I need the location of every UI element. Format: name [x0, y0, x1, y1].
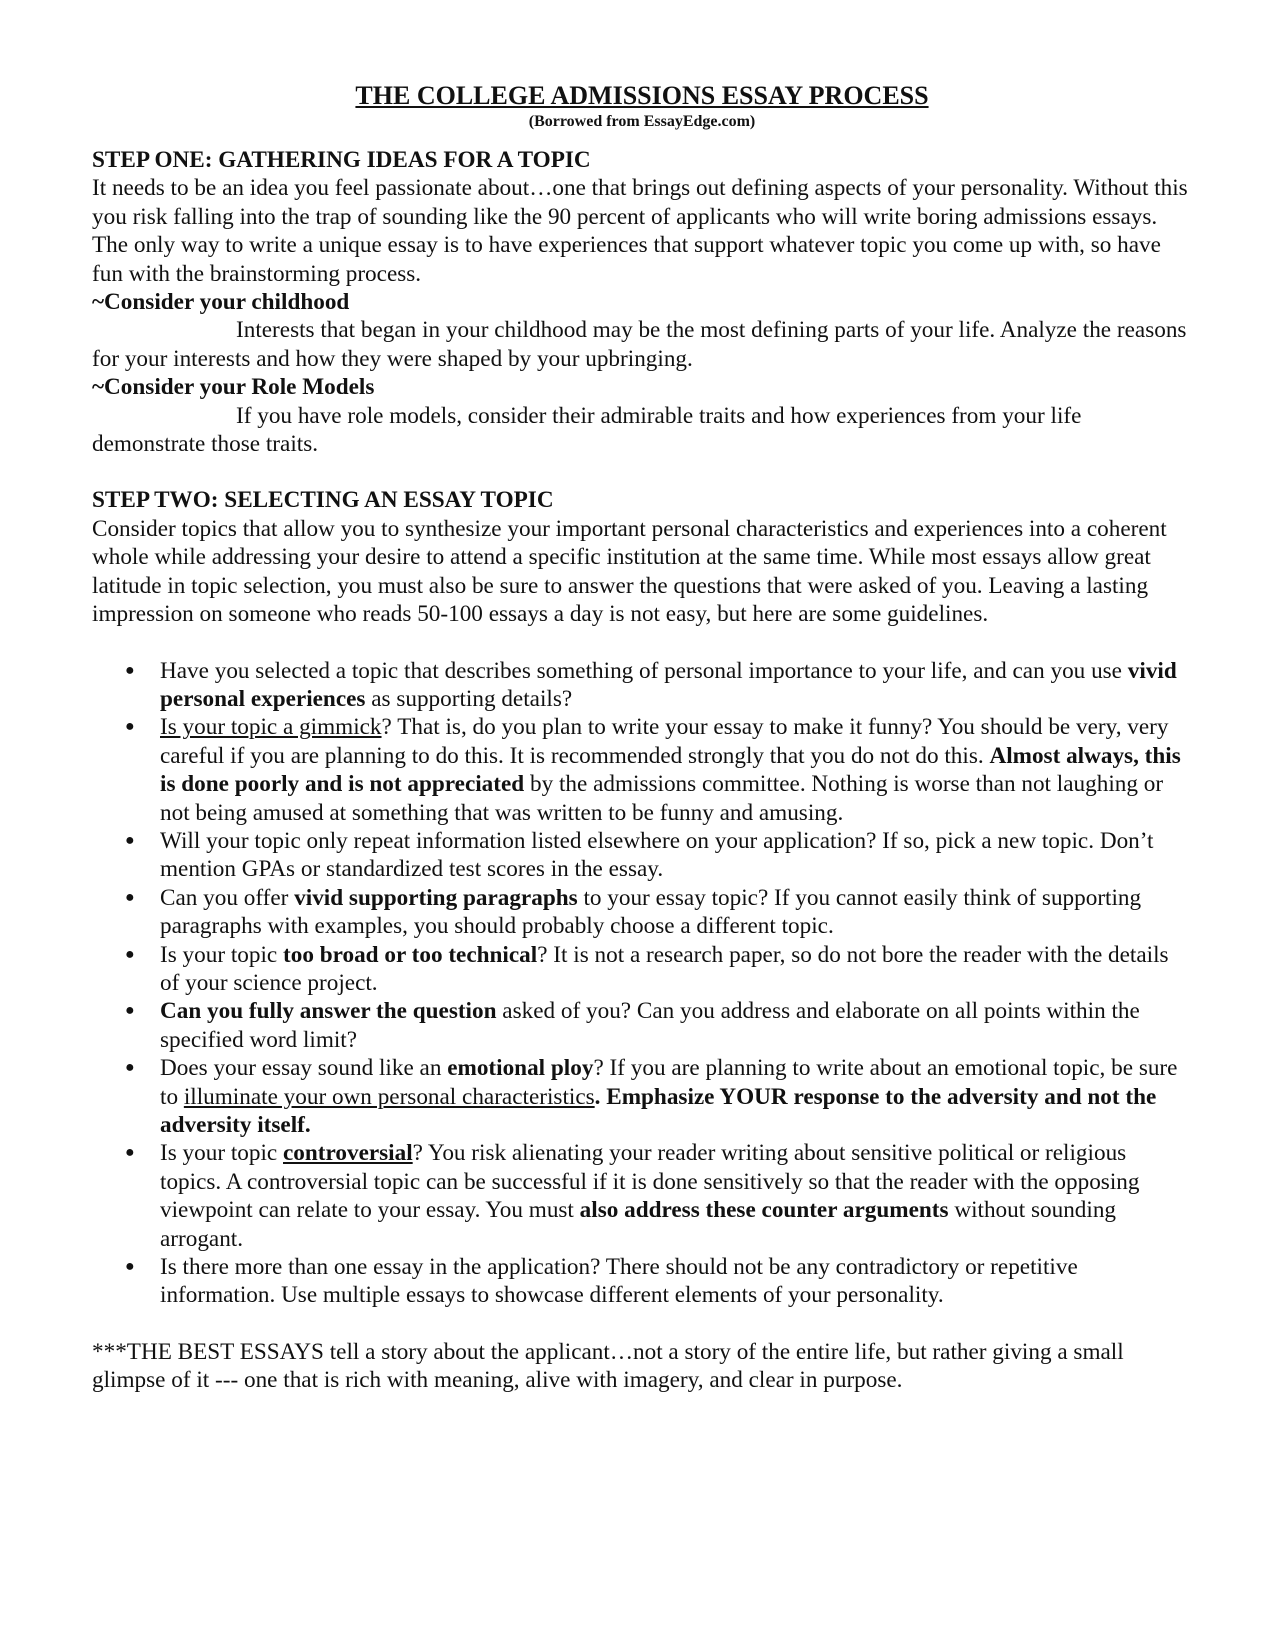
- bullet-icon: ●: [125, 1258, 135, 1276]
- guideline-text: Does your essay sound like an: [160, 1055, 448, 1082]
- guideline-text: Is there more than one essay in the application? There should not be any contradictory or repetitive information. Use multiple essays to showcase different elements of your personality.: [160, 1254, 1078, 1309]
- guideline-underline: illuminate your own personal characteristics: [183, 1083, 595, 1110]
- list-item: [92, 941, 1192, 998]
- guideline-text: ? That is, do you plan to write your essay to make it funny? You should be very, very careful if you are planning to do this. It is recommended strongly that you do not do this.: [160, 714, 1169, 769]
- section-spacer: [92, 629, 1192, 657]
- section-spacer: [92, 458, 1192, 486]
- bullet-icon: ●: [125, 1059, 135, 1077]
- closing-paragraph: ***THE BEST ESSAYS tell a story about the applicant…not a story of the entire life, but rather giving a small glimpse of it --- one that is rich with meaning, alive with imagery, and clear in purpose.: [92, 1338, 1124, 1394]
- role-models-text: If you have role models, consider their admirable traits and how experiences from your life demonstrate those traits.: [92, 402, 1082, 458]
- guidelines-list: [92, 657, 1192, 1310]
- document-page: [92, 80, 1192, 1395]
- step-two-intro: Consider topics that allow you to synthesize your important personal characteristics and experiences into a coherent whole while addressing your desire to attend a specific institution at the same time. While most essays allow great latitude in topic selection, you must also be sure to answer the questions that were asked of you. Leaving a lasting impression on someone who reads 50-100 essays a day is not easy, but here are some guidelines.: [92, 515, 1167, 628]
- document-title: THE COLLEGE ADMISSIONS ESSAY PROCESS: [355, 81, 929, 110]
- step-two-section: [92, 486, 1192, 628]
- list-item: [92, 1054, 1192, 1139]
- guideline-emphasis: also address these counter arguments: [579, 1197, 949, 1224]
- step-one-section: [92, 146, 1192, 458]
- guideline-text: without sounding arrogant.: [160, 1197, 1117, 1252]
- list-item: [92, 1139, 1192, 1253]
- step-one-heading: STEP ONE: GATHERING IDEAS FOR A TOPIC: [92, 147, 591, 173]
- list-item: [92, 1253, 1192, 1310]
- guideline-text: Is your topic: [160, 941, 284, 968]
- guideline-emphasis: vivid supporting paragraphs: [294, 884, 578, 911]
- guideline-emphasis: . Emphasize YOUR response to the adversity and not the adversity itself.: [160, 1083, 1157, 1138]
- guideline-emphasis: vivid personal experiences: [160, 657, 1177, 712]
- guideline-underline: Is your topic a gimmick: [160, 714, 382, 741]
- list-item: [92, 713, 1192, 827]
- list-item: [92, 884, 1192, 941]
- list-item: [92, 827, 1192, 884]
- step-one-intro: It needs to be an idea you feel passionate about…one that brings out defining aspects of your personality. Without this you risk falling into the trap of sounding like the 90 percent of applicants who will write boring admissions essays. The only way to write a unique essay is to have experiences that support whatever topic you come up with, so have fun with the brainstorming process.: [92, 175, 1188, 287]
- bullet-icon: ●: [125, 718, 135, 736]
- guideline-text: ? If you are planning to write about an emotional topic, be sure to: [160, 1055, 1178, 1110]
- list-item: [92, 997, 1192, 1054]
- bullet-icon: ●: [125, 831, 135, 849]
- guideline-emphasis: too broad or too technical: [283, 941, 538, 968]
- guideline-emphasis: emotional ploy: [447, 1055, 594, 1082]
- guideline-text: Can you offer: [160, 884, 295, 911]
- bullet-icon: ●: [125, 888, 135, 906]
- guideline-text: Is your topic: [160, 1140, 284, 1167]
- childhood-text: Interests that began in your childhood may be the most defining parts of your life. Analyze the reasons for your interests and how they were shaped by your upbringing.: [92, 317, 1187, 372]
- guideline-text: Will your topic only repeat information listed elsewhere on your application? If so, pick a new topic. Don’t mention GPAs or standardized test scores in the essay.: [160, 827, 1154, 883]
- childhood-heading: ~Consider your childhood: [92, 289, 350, 316]
- step-two-heading: STEP TWO: SELECTING AN ESSAY TOPIC: [92, 487, 554, 514]
- guideline-text: as supporting details?: [365, 685, 573, 712]
- guideline-emphasis: Can you fully answer the question: [160, 998, 497, 1025]
- guideline-text: by the admissions committee. Nothing is worse than not laughing or not being amused at something that was written to be funny and amusing.: [160, 771, 1164, 826]
- guideline-text: Have you selected a topic that describes something of personal importance to your life, and can you use: [160, 657, 1128, 684]
- bullet-icon: ●: [125, 1002, 135, 1020]
- guideline-text: to your essay topic? If you cannot easily think of supporting paragraphs with examples, you should probably choose a different topic.: [160, 884, 1142, 940]
- document-subtitle: (Borrowed from EssayEdge.com): [528, 113, 756, 130]
- guideline-text: ? It is not a research paper, so do not bore the reader with the details of your science project.: [160, 941, 1169, 996]
- guideline-text: ? You risk alienating your reader writing about sensitive political or religious topics. A controversial topic can be successful if it is done sensitively so that the reader with the opposing viewpoint can relate to your essay. You must: [160, 1140, 1140, 1224]
- guideline-emphasis: Almost always, this is done poorly and is not appreciated: [160, 742, 1181, 798]
- list-item: [92, 657, 1192, 714]
- guideline-text: asked of you? Can you address and elaborate on all points within the specified word limit?: [160, 998, 1140, 1053]
- bullet-icon: ●: [125, 1144, 135, 1162]
- bullet-icon: ●: [125, 661, 135, 679]
- bullet-icon: ●: [125, 945, 135, 963]
- section-spacer: [92, 1310, 1192, 1338]
- role-models-heading: ~Consider your Role Models: [92, 374, 375, 401]
- guideline-emphasis: controversial: [283, 1140, 413, 1167]
